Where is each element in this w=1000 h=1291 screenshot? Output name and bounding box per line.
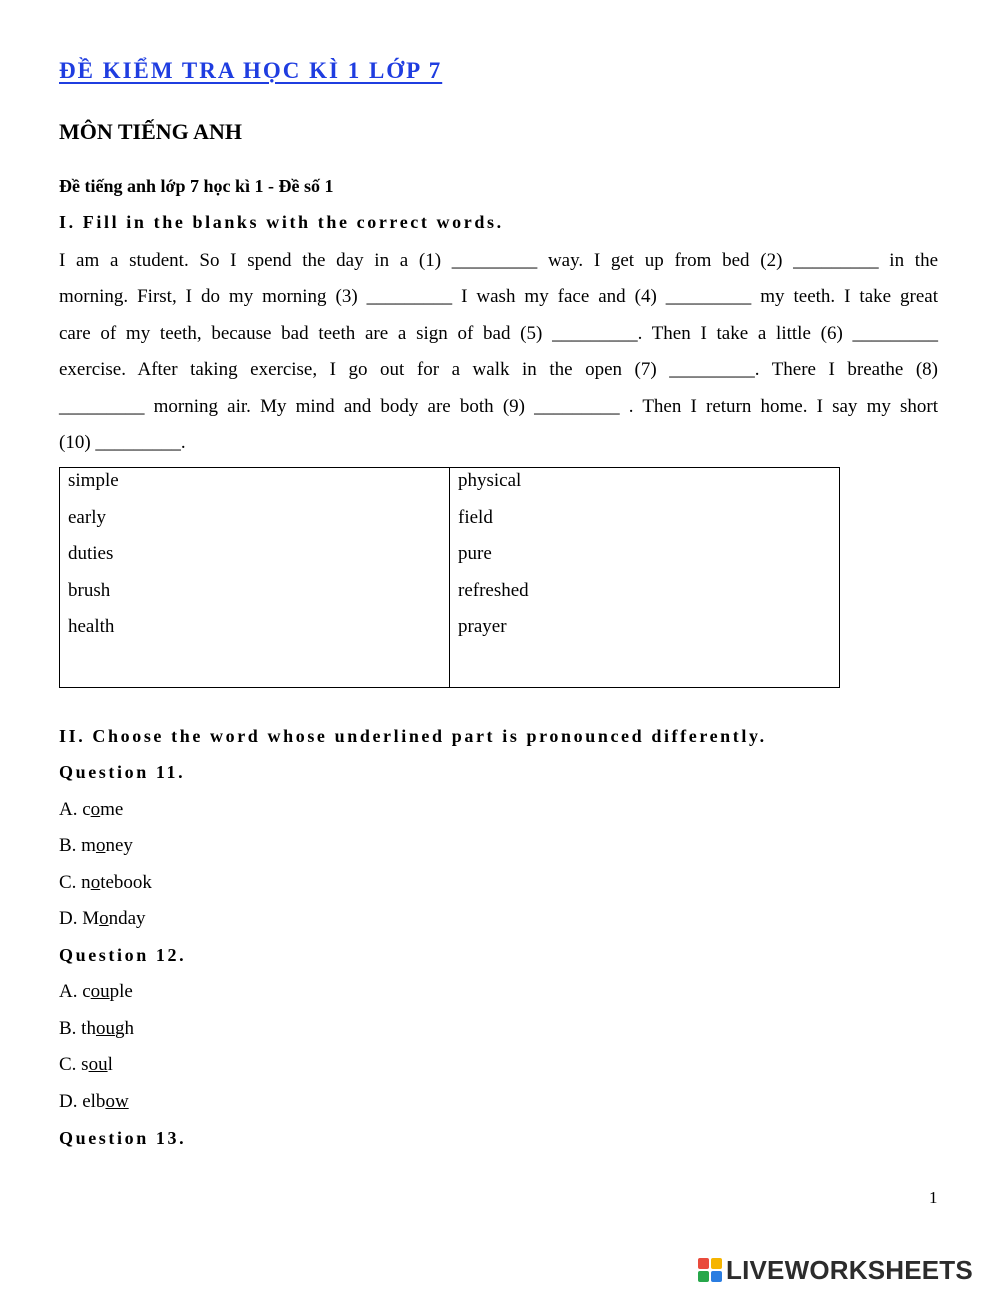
answer-option[interactable]: C. notebook <box>59 872 152 893</box>
subject-heading: MÔN TIẾNG ANH <box>59 119 242 144</box>
word-option: field <box>458 506 493 528</box>
live-blocks-icon <box>698 1258 722 1282</box>
word-option: pure <box>458 543 492 565</box>
answer-option[interactable]: C. soul <box>59 1054 113 1075</box>
paragraph-line: care of my teeth, because bad teeth are a sign of bad (5) _________. Then I take a little (6) _________ <box>59 322 938 344</box>
word-option: prayer <box>458 616 507 638</box>
word-option: duties <box>68 543 114 565</box>
word-option: brush <box>68 579 111 601</box>
answer-option[interactable]: B. money <box>59 835 133 856</box>
word-box <box>59 467 840 688</box>
answer-option[interactable]: D. Monday <box>59 908 146 929</box>
answer-option[interactable]: D. elbow <box>59 1091 129 1112</box>
word-option: physical <box>458 470 522 491</box>
word-option: early <box>68 506 106 528</box>
question-label: Question 12. <box>59 945 187 965</box>
answer-option[interactable]: B. though <box>59 1018 134 1039</box>
paragraph-line: _________ morning air. My mind and body are both (9) _________ . Then I return home. I say my short <box>59 395 938 417</box>
page-number: 1 <box>929 1188 938 1207</box>
paragraph-line: I am a student. So I spend the day in a (1) _________ way. I get up from bed (2) _________ in the <box>59 250 938 271</box>
word-option: refreshed <box>458 579 529 601</box>
answer-option[interactable]: A. come <box>59 799 124 820</box>
word-box-left-column <box>60 468 450 688</box>
word-option: health <box>68 616 115 638</box>
question-label: Question 13. <box>59 1128 187 1148</box>
paragraph-line: (10) _________. <box>59 431 186 453</box>
fill-in-paragraph <box>59 243 938 461</box>
test-set-label: Đề tiếng anh lớp 7 học kì 1 - Đề số 1 <box>59 176 334 196</box>
question-label: Question 11. <box>59 762 186 782</box>
answer-option[interactable]: A. couple <box>59 981 133 1002</box>
word-option: simple <box>68 470 119 491</box>
liveworksheets-logo <box>698 1254 973 1286</box>
brand-name: LIVEWORKSHEETS <box>726 1254 973 1285</box>
section-2-heading: II. Choose the word whose underlined part is pronounced differently. <box>59 726 767 746</box>
paragraph-line: exercise. After taking exercise, I go out for a walk in the open (7) _________. There I breathe (8) <box>59 359 938 381</box>
page-title: ĐỀ KIỂM TRA HỌC KÌ 1 LỚP 7 <box>59 58 443 83</box>
section-1-heading: I. Fill in the blanks with the correct words. <box>59 212 504 232</box>
word-box-right-column <box>450 468 840 688</box>
paragraph-line: morning. First, I do my morning (3) _________ I wash my face and (4) _________ my teeth. I take great <box>59 286 938 308</box>
